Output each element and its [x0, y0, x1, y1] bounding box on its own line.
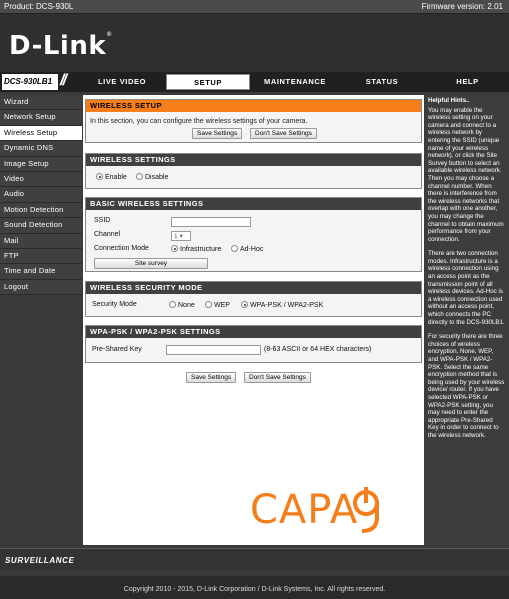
top-bar [0, 0, 509, 14]
enable-radio[interactable] [96, 173, 103, 180]
wireless-security-mode-section [85, 281, 422, 317]
product-label: Product: DCS-930L [4, 2, 74, 11]
power-nine-icon [348, 487, 388, 537]
sidebar-item-motion-detection[interactable]: Motion Detection [0, 203, 82, 218]
wpa-label: WPA-PSK / WPA2-PSK [250, 302, 324, 309]
section-title: WIRELESS SECURITY MODE [86, 282, 421, 294]
chevron-down-icon: ▾ [179, 233, 183, 240]
disable-radio[interactable] [136, 173, 143, 180]
pre-shared-key-input[interactable] [166, 345, 261, 355]
connection-mode-label: Connection Mode [94, 245, 149, 252]
adhoc-option[interactable] [231, 245, 263, 253]
security-none-option[interactable] [169, 301, 195, 309]
logo-text: D-Link [9, 31, 107, 61]
sidebar-item-audio[interactable]: Audio [0, 187, 82, 202]
adhoc-radio[interactable] [231, 245, 238, 252]
wep-label: WEP [214, 302, 230, 309]
save-settings-button[interactable]: Save Settings [192, 128, 242, 139]
none-label: None [178, 302, 195, 309]
security-wep-option[interactable] [205, 301, 230, 309]
security-wpa-option[interactable] [241, 301, 323, 309]
capa-logo [250, 485, 380, 535]
bottom-dont-save-settings-button[interactable]: Don't Save Settings [244, 372, 311, 383]
security-mode-label: Security Mode [92, 301, 137, 308]
sidebar-item-wireless-setup[interactable]: Wireless Setup [0, 126, 82, 141]
tab-help[interactable]: HELP [456, 77, 479, 86]
sidebar-item-dynamic-dns[interactable]: Dynamic DNS [0, 141, 82, 156]
sidebar [0, 95, 82, 295]
model-badge: DCS-930LB1 [2, 74, 58, 90]
ssid-input[interactable] [171, 217, 251, 227]
site-survey-button[interactable]: Site survey [94, 258, 208, 269]
pre-shared-key-label: Pre-Shared Key [92, 346, 142, 353]
channel-label: Channel [94, 231, 121, 238]
main-nav [0, 72, 509, 92]
surveillance-logo: SURVEILLANCE [5, 556, 75, 565]
sidebar-item-image-setup[interactable]: Image Setup [0, 157, 82, 172]
enable-label: Enable [105, 174, 127, 181]
surveillance-bar [0, 548, 509, 570]
footer [0, 576, 509, 599]
copyright-text: Copyright 2010 - 2015, D-Link Corporation / D-Link Systems, Inc. All rights reserved. [123, 586, 386, 593]
section-title: BASIC WIRELESS SETTINGS [86, 198, 421, 210]
wireless-settings-section [85, 153, 422, 189]
tab-status[interactable]: STATUS [365, 77, 399, 86]
wpa-settings-section [85, 325, 422, 363]
section-title: WPA-PSK / WPA2-PSK SETTINGS [86, 326, 421, 338]
sidebar-item-video[interactable]: Video [0, 172, 82, 187]
tab-setup[interactable]: SETUP [166, 74, 250, 90]
help-paragraph-modes: There are two connection modes. Infrastructure is a wireless connection using an access point as the transmission point of all wireless devices. Ad-Hoc is a wireless connection used without an access point, which connects the PC directly to the DCS-930LB1. [428, 250, 505, 326]
dont-save-settings-button[interactable]: Don't Save Settings [250, 128, 317, 139]
disable-option[interactable] [136, 173, 168, 181]
tab-maintenance[interactable]: MAINTENANCE [263, 77, 326, 86]
none-radio[interactable] [169, 301, 176, 308]
adhoc-label: Ad-Hoc [240, 246, 264, 253]
channel-select[interactable] [171, 231, 191, 241]
logo-area [0, 14, 509, 72]
pre-shared-key-hint: (8-63 ASCII or 64 HEX characters) [264, 346, 372, 353]
sidebar-item-wizard[interactable]: Wizard [0, 95, 82, 110]
help-paragraph-wireless: You may enable the wireless setting on your camera and connect to a wireless network by entering the SSID (unique name of your wireless network), or click the Site Survey button to select an available wireless network. Then you may choose a channel number. When there is interference from the wireless networks that overlap with one another, you may change the channel to obtain maximum performance from your connection. [428, 106, 504, 243]
sidebar-item-ftp[interactable]: FTP [0, 249, 82, 264]
enable-option[interactable] [96, 173, 127, 181]
tab-live-video[interactable]: LIVE VIDEO [97, 77, 147, 86]
basic-wireless-settings-section [85, 197, 422, 272]
model-slashes-decoration: // [60, 72, 65, 89]
intro-text: In this section, you can configure the wireless settings of your camera. [90, 118, 308, 125]
help-paragraph-security: For security there are three choices of wireless encryption, None, WEP, and WPA-PSK / WPA2-PSK. Select the same encryption method that is being used by your wireless device/ router. If you have selected WPA-PSK or WPA2-PSK setting, you may need to enter the appropriate Pre-Shared Key in order to connect to the wireless network. [428, 333, 505, 439]
disable-label: Disable [145, 174, 169, 181]
sidebar-item-network-setup[interactable]: Network Setup [0, 110, 82, 125]
capa-logo-text: CAPA [250, 487, 359, 533]
help-title: Helpful Hints.. [428, 97, 470, 104]
infrastructure-radio[interactable] [171, 245, 178, 252]
section-title: WIRELESS SETUP [86, 100, 421, 112]
wpa-radio[interactable] [241, 301, 248, 308]
ssid-label: SSID [94, 217, 111, 224]
bottom-save-settings-button[interactable]: Save Settings [186, 372, 236, 383]
channel-value: 1 [174, 233, 178, 240]
infrastructure-label: Infrastructure [180, 246, 222, 253]
wep-radio[interactable] [205, 301, 212, 308]
sidebar-item-sound-detection[interactable]: Sound Detection [0, 218, 82, 233]
wireless-setup-section [85, 99, 422, 143]
sidebar-item-mail[interactable]: Mail [0, 234, 82, 249]
firmware-label: Firmware version: 2.01 [421, 2, 503, 11]
infrastructure-option[interactable] [171, 245, 221, 253]
help-panel [425, 95, 509, 545]
dlink-logo: D-Link® [9, 31, 113, 61]
sidebar-item-logout[interactable]: Logout [0, 280, 82, 295]
section-title: WIRELESS SETTINGS [86, 154, 421, 166]
main-content [83, 95, 424, 545]
sidebar-item-time-and-date[interactable]: Time and Date [0, 264, 82, 279]
